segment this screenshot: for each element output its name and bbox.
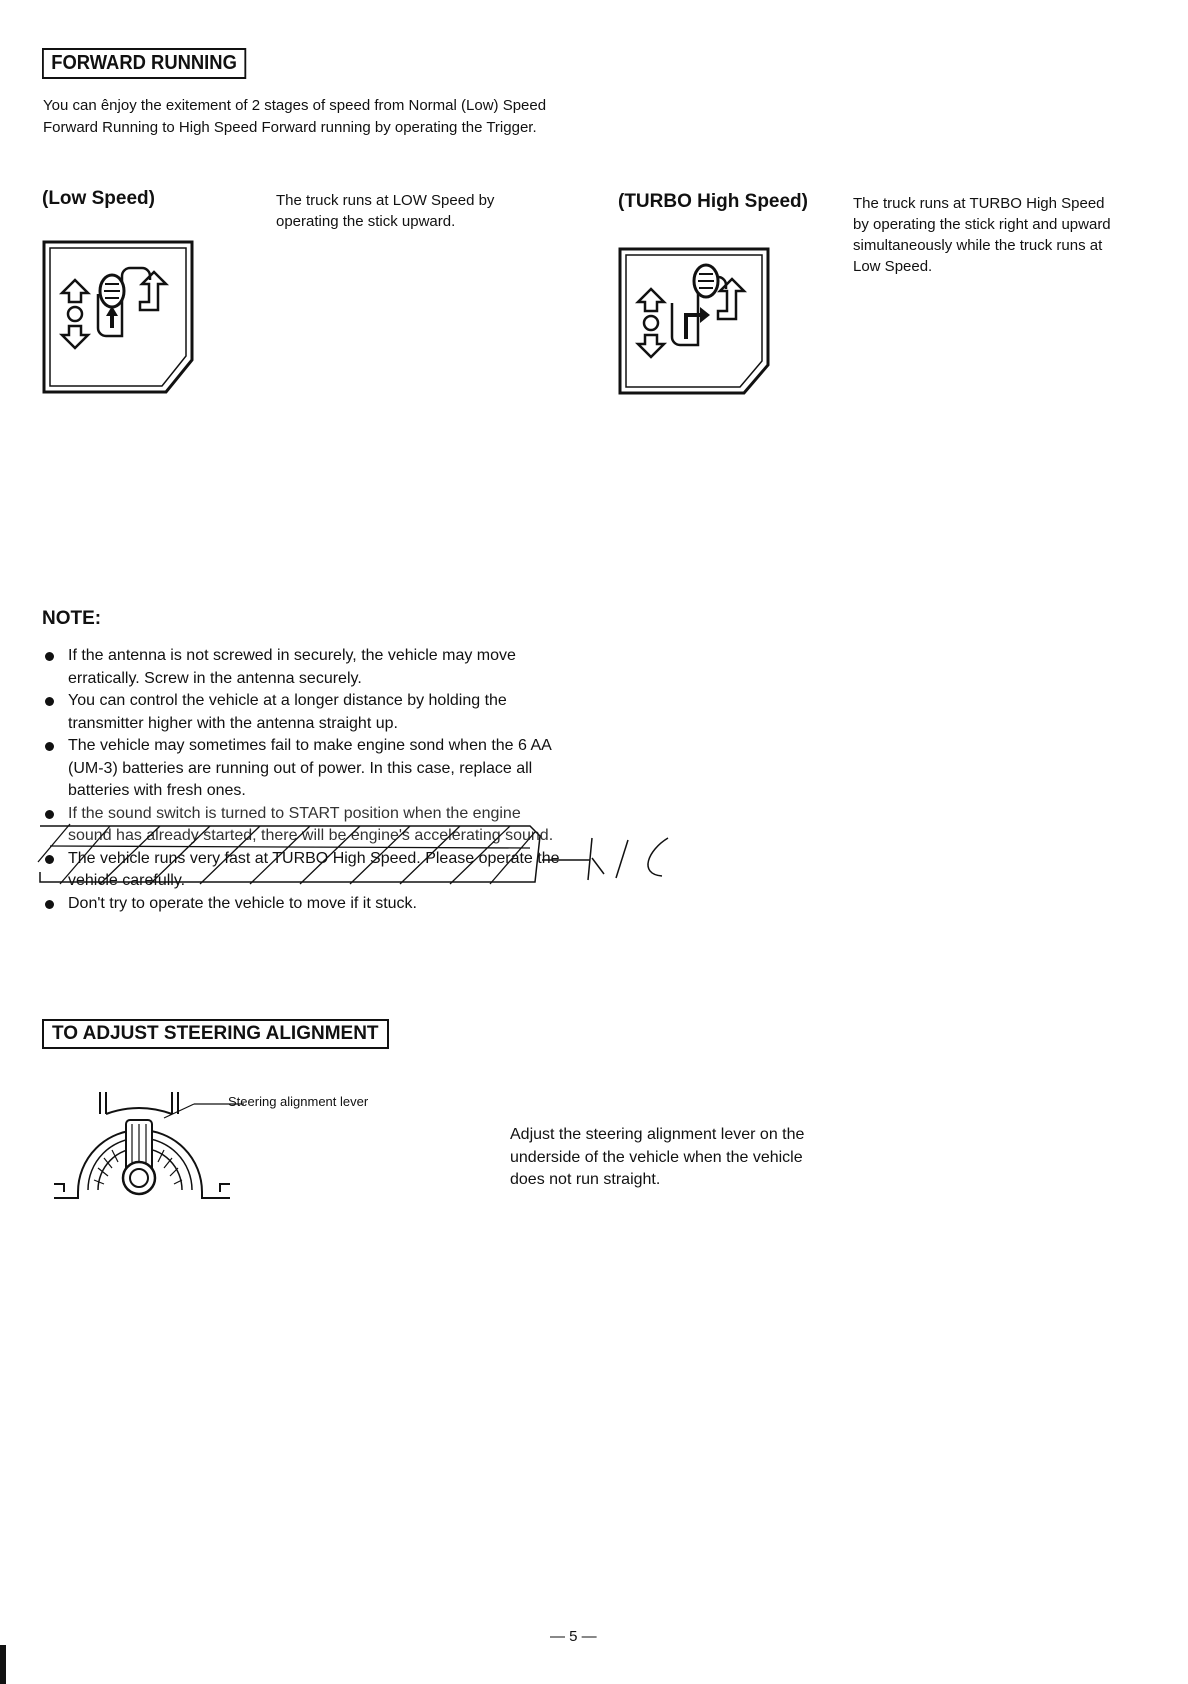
margin-mark <box>0 1645 6 1684</box>
note-item: If the antenna is not screwed in securely, the vehicle may move erratically. Screw in the antenna securely. <box>42 645 562 690</box>
steering-alignment-heading: TO ADJUST STEERING ALIGNMENT <box>42 1019 389 1049</box>
transmitter-stick-low-speed-icon <box>38 236 200 398</box>
note-item: Don't try to operate the vehicle to move if it stuck. <box>42 893 562 916</box>
page-number: — 5 — <box>550 1628 597 1645</box>
low-speed-description: The truck runs at LOW Speed by operating the stick upward. <box>276 192 495 230</box>
note-item: The vehicle runs very fast at TURBO High Speed. Please operate the vehicle carefully. <box>42 848 562 893</box>
forward-running-heading: FORWARD RUNNING <box>42 48 246 79</box>
low-speed-title: (Low Speed) <box>42 188 155 209</box>
note-item: The vehicle may sometimes fail to make engine sond when the 6 AA (UM-3) batteries are running out of power. In this case, replace all batteries with fresh ones. <box>42 735 562 803</box>
handwritten-mark <box>540 830 710 890</box>
note-title: NOTE: <box>42 608 102 629</box>
steering-alignment-lever-icon <box>54 1084 244 1204</box>
transmitter-stick-turbo-speed-icon <box>614 243 776 399</box>
steering-alignment-description: Adjust the steering alignment lever on the underside of the vehicle when the vehicle does not run straight. <box>510 1126 805 1188</box>
turbo-speed-title: (TURBO High Speed) <box>618 191 808 212</box>
note-item-struck: If the sound switch is turned to START position when the engine sound has already started, there will be engine's accelerating sound. <box>42 803 562 848</box>
steering-lever-label: Steering alignment lever <box>228 1094 369 1109</box>
forward-running-intro: You can ênjoy the exitement of 2 stages of speed from Normal (Low) Speed Forward Running to High Speed Forward running by operating the Trigger. <box>43 97 547 136</box>
strike-through-marks <box>30 822 550 892</box>
turbo-speed-description: The truck runs at TURBO High Speed by operating the stick right and upward simultaneously while the truck runs at Low Speed. <box>853 195 1111 275</box>
note-item: You can control the vehicle at a longer distance by holding the transmitter higher with the antenna straight up. <box>42 690 562 735</box>
